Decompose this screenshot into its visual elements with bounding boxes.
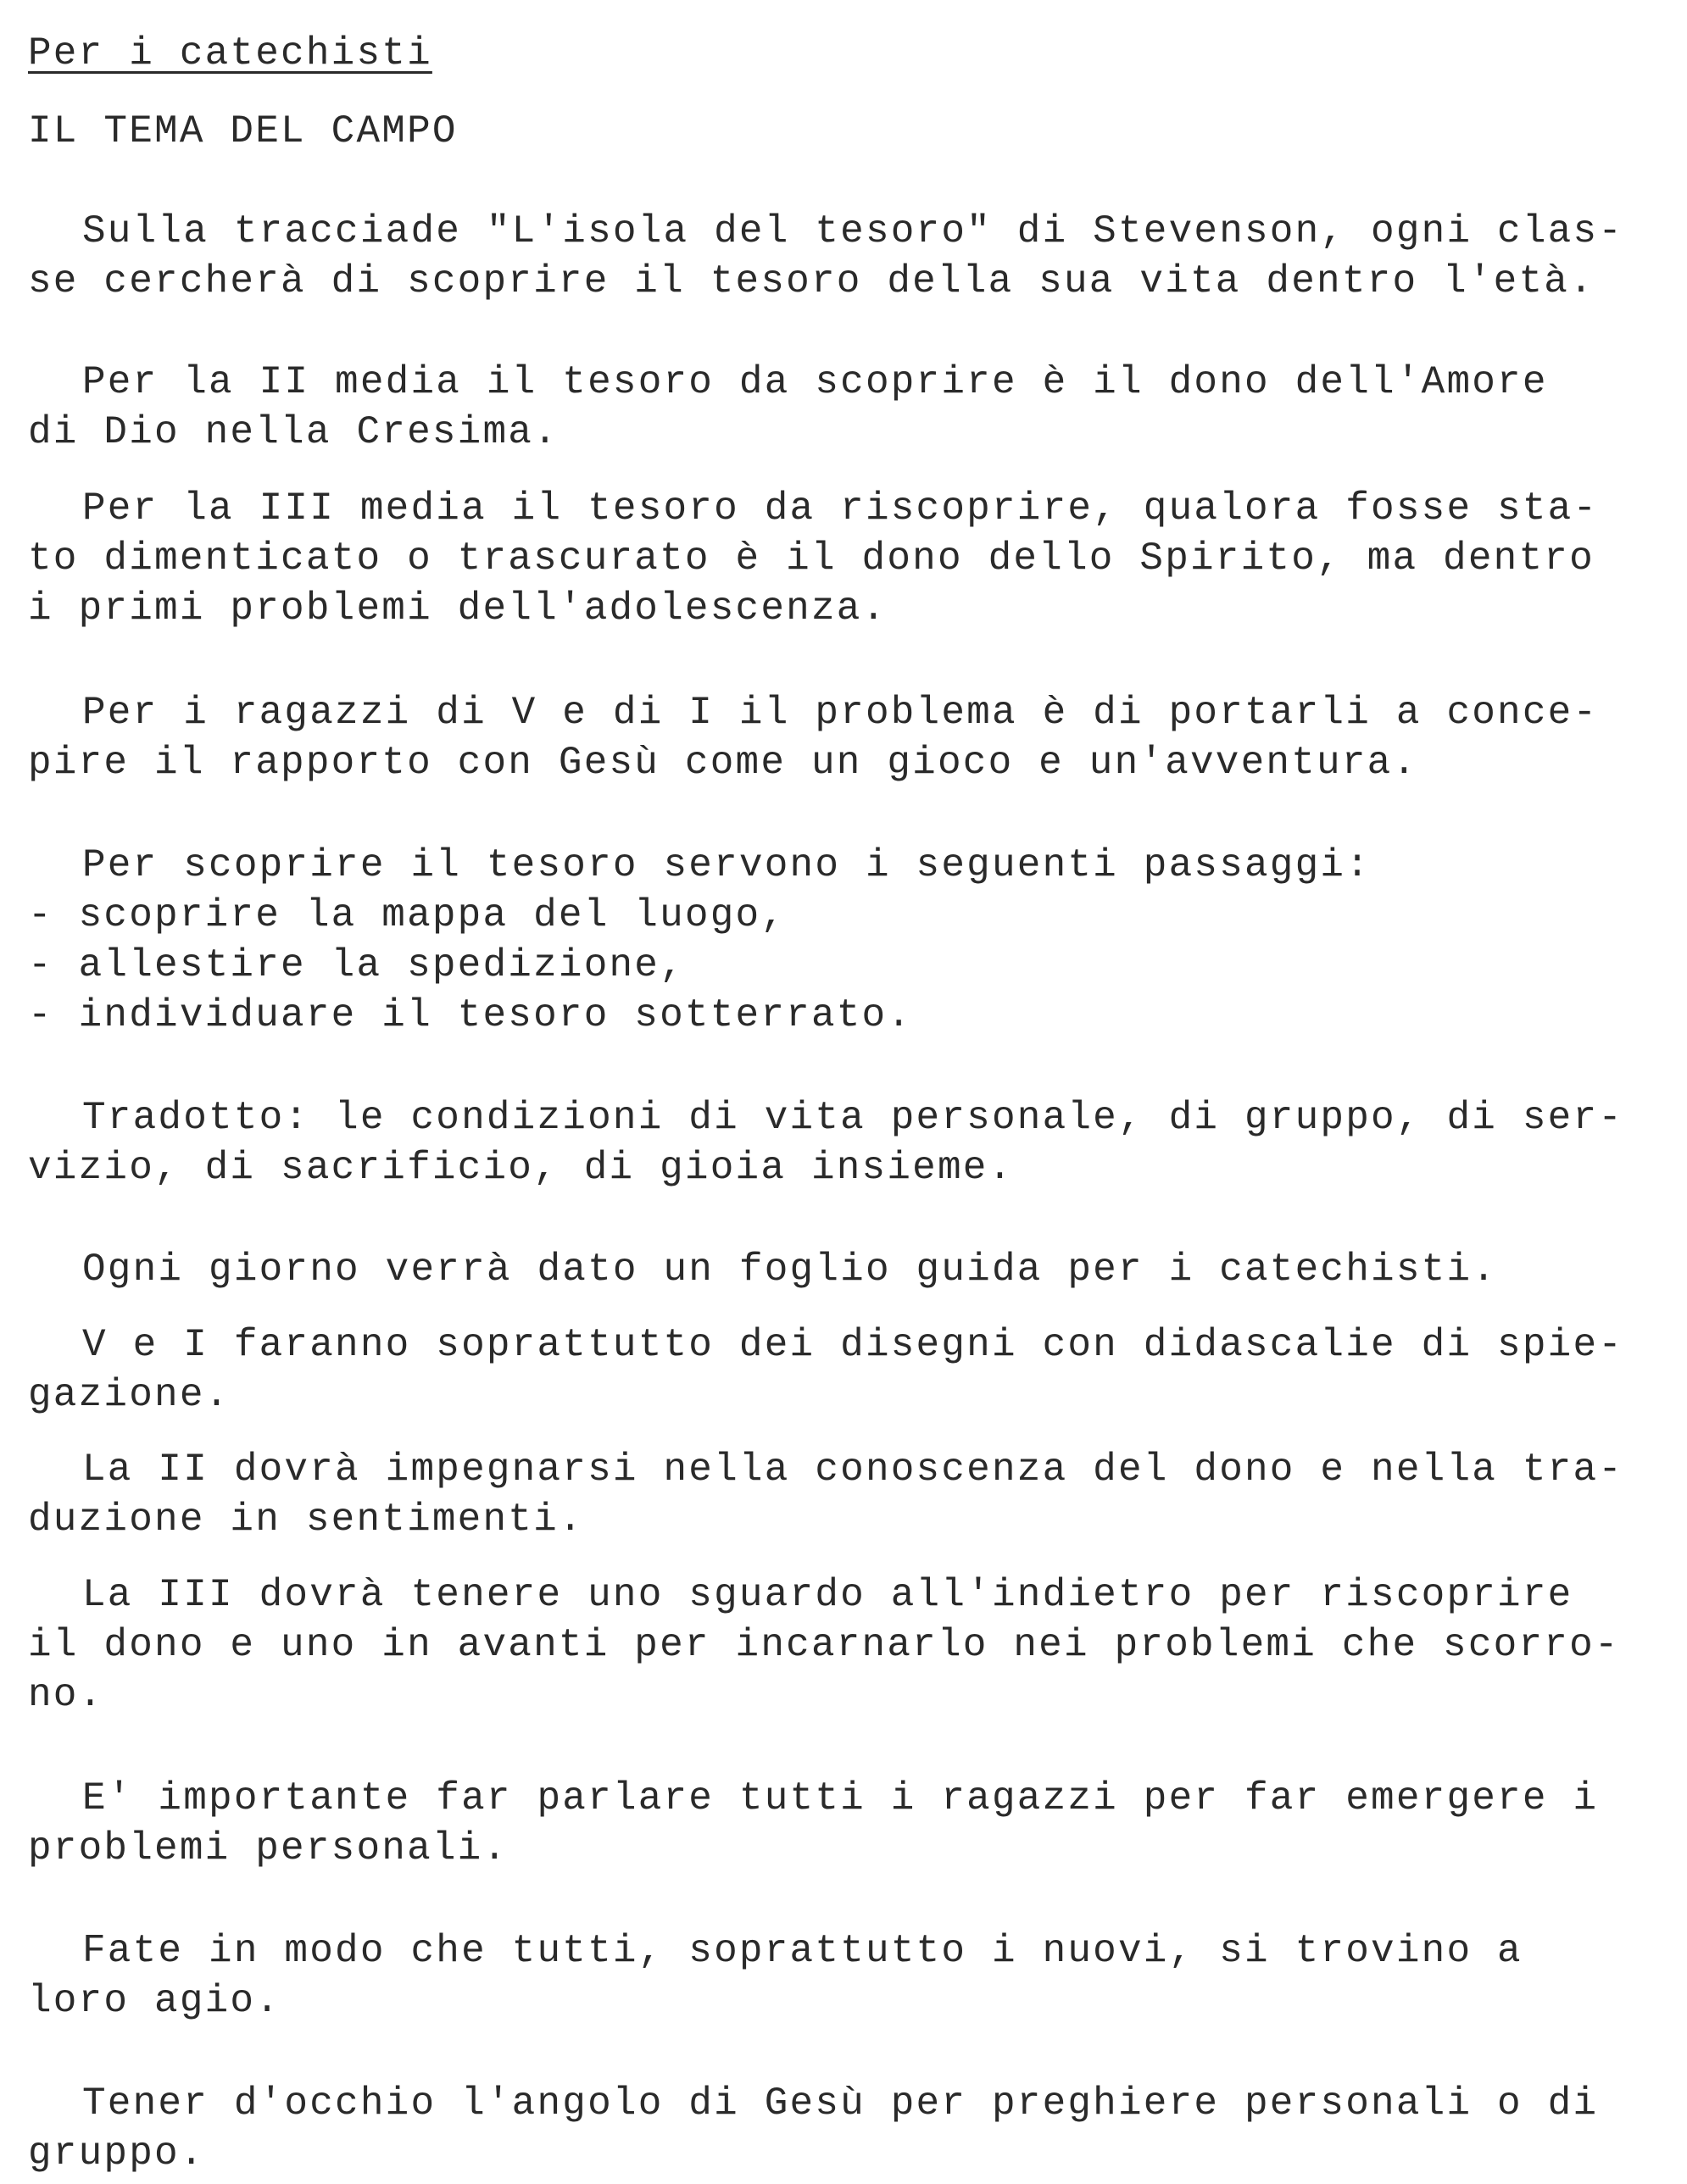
text-line: Tener d'occhio l'angolo di Gesù per preghiere personali o di	[82, 2081, 1599, 2126]
text-line: no.	[28, 1673, 104, 1717]
text-line: Fate in modo che tutti, soprattutto i nuovi, si trovino a	[82, 1929, 1523, 1973]
document-title: IL TEMA DEL CAMPO	[28, 109, 458, 153]
text-line: gazione.	[28, 1373, 231, 1417]
text-line: Sulla tracciade "L'isola del tesoro" di Stevenson, ogni clas-	[82, 209, 1624, 253]
text-line: i primi problemi dell'adolescenza.	[28, 586, 888, 631]
text-line: Per la III media il tesoro da riscoprire, qualora fosse sta-	[82, 486, 1599, 531]
list-item: - individuare il tesoro sotterrato.	[28, 993, 913, 1037]
text-line: V e I faranno soprattutto dei disegni con didascalie di spie-	[82, 1323, 1624, 1367]
text-line: Tradotto: le condizioni di vita personale, di gruppo, di ser-	[82, 1096, 1624, 1140]
text-line: di Dio nella Cresima.	[28, 410, 559, 454]
text-line: vizio, di sacrificio, di gioia insieme.	[28, 1146, 1014, 1190]
text-line: duzione in sentimenti.	[28, 1498, 584, 1542]
text-line: il dono e uno in avanti per incarnarlo nei problemi che scorro-	[28, 1623, 1620, 1667]
text-line: problemi personali.	[28, 1826, 509, 1870]
text-line: Ogni giorno verrà dato un foglio guida per i catechisti.	[82, 1248, 1498, 1292]
text-line: gruppo.	[28, 2131, 205, 2176]
text-line: Per i ragazzi di V e di I il problema è di portarli a conce-	[82, 691, 1599, 735]
text-line: La II dovrà impegnarsi nella conoscenza del dono e nella tra-	[82, 1448, 1624, 1492]
text-line: se cercherà di scoprire il tesoro della sua vita dentro l'età.	[28, 259, 1595, 303]
text-line: Per la II media il tesoro da scoprire è il dono dell'Amore	[82, 360, 1548, 404]
text-line: to dimenticato o trascurato è il dono dello Spirito, ma dentro	[28, 536, 1595, 581]
text-line: La III dovrà tenere uno sguardo all'indietro per riscoprire	[82, 1573, 1573, 1617]
text-line: loro agio.	[28, 1979, 281, 2023]
document-heading: Per i catechisti	[28, 31, 432, 75]
text-line: Per scoprire il tesoro servono i seguenti passaggi:	[82, 843, 1372, 887]
text-line: pire il rapporto con Gesù come un gioco e un'avventura.	[28, 741, 1418, 785]
list-item: - allestire la spedizione,	[28, 943, 685, 987]
list-item: - scoprire la mappa del luogo,	[28, 893, 787, 937]
text-line: E' importante far parlare tutti i ragazzi per far emergere i	[82, 1776, 1599, 1820]
